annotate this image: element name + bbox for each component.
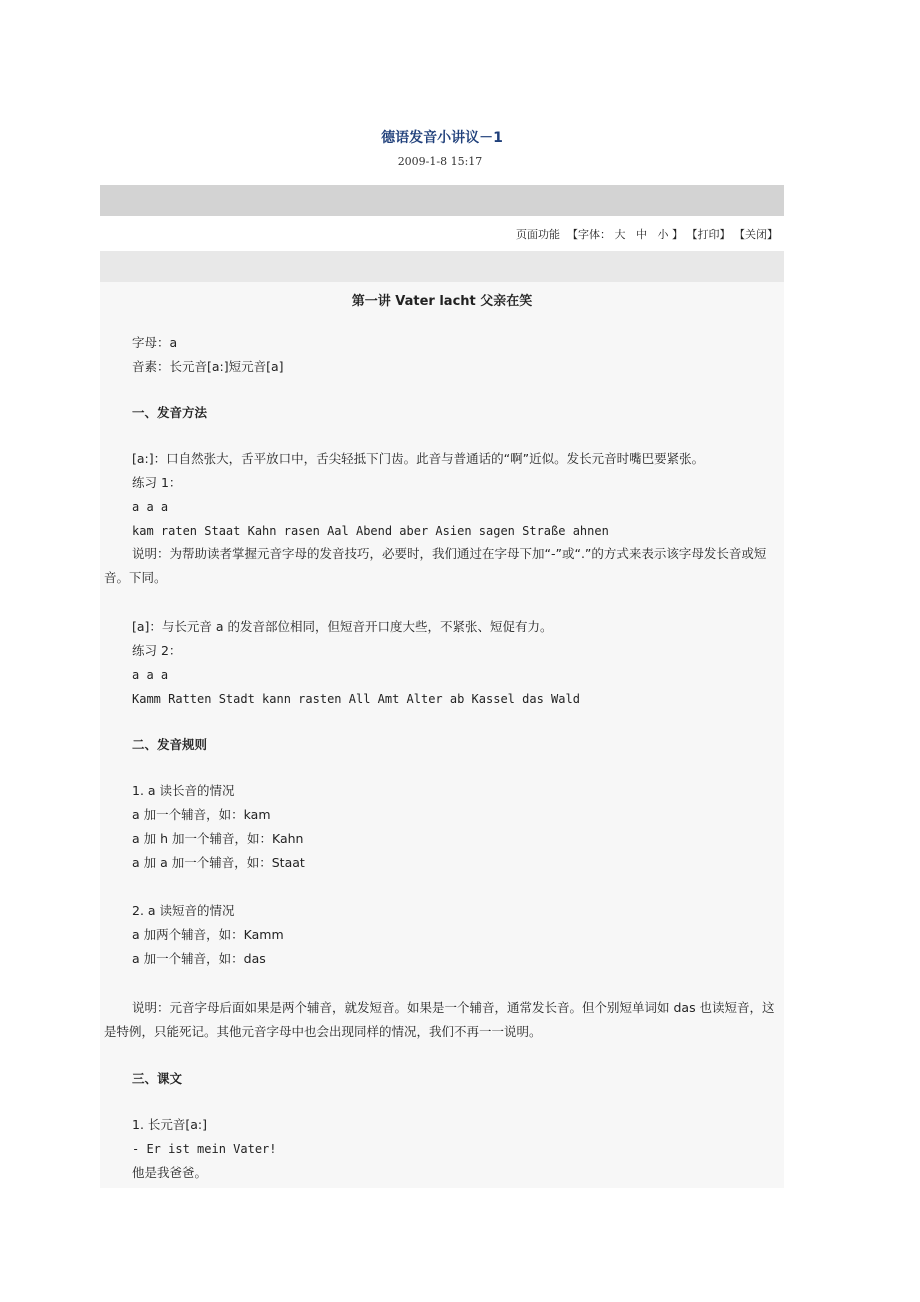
font-medium-link[interactable]: 中 (636, 228, 647, 241)
note-paragraph: 说明：元音字母后面如果是两个辅音，就发短音。如果是一个辅音，通常发长音。但个别短单词如 das 也读短音，这是特例，只能死记。其他元音字母中也会出现同样的情况，我们不再一一说明。 (104, 1000, 775, 1039)
practice-words: kam raten Staat Kahn rasen Aal Abend aber Asien sagen Straße ahnen (132, 524, 609, 538)
rule-title: 2. a 读短音的情况 (132, 903, 235, 918)
rule-item: a 加两个辅音，如：Kamm (132, 927, 284, 942)
long-vowel-description: [a:]：口自然张大，舌平放口中，舌尖轻抵下门齿。此音与普通话的“啊”近似。发长元音时嘴巴要紧张。 (132, 451, 705, 466)
rule-title: 1. a 读长音的情况 (132, 783, 235, 798)
font-large-link[interactable]: 大 (614, 228, 626, 241)
font-size-close: 】 (672, 228, 683, 241)
page-title: 德语发音小讲议－1 (381, 130, 503, 146)
practice-vowels: a a a (132, 668, 169, 682)
practice-words: Kamm Ratten Stadt kann rasten All Amt Alter ab Kassel das Wald (132, 692, 580, 706)
page-toolbar (100, 226, 778, 242)
lesson-title: 第一讲 Vater lacht 父亲在笑 (351, 294, 533, 309)
practice-vowels: a a a (132, 500, 169, 514)
practice-label: 练习 1： (132, 475, 182, 490)
post-date: 2009-1-8 15:17 (397, 155, 483, 168)
rule-item: a 加一个辅音，如：das (132, 951, 266, 966)
content-header-band (100, 251, 784, 282)
text-chinese-line: 他是我爸爸。 (132, 1165, 208, 1180)
print-link[interactable]: 【打印】 (686, 228, 731, 241)
practice-label: 练习 2： (132, 643, 182, 658)
font-size-open: 【字体： (567, 228, 611, 241)
rule-item: a 加 h 加一个辅音，如：Kahn (132, 831, 304, 846)
text-german-line: - Er ist mein Vater! (132, 1142, 277, 1156)
text-title: 1. 长元音[a:] (132, 1117, 208, 1132)
section-heading: 三、课文 (132, 1071, 183, 1086)
section-heading: 一、发音方法 (132, 405, 208, 420)
short-vowel-description: [a]：与长元音 a 的发音部位相同，但短音开口度大些，不紧张、短促有力。 (132, 619, 553, 634)
note-paragraph: 说明：为帮助读者掌握元音字母的发音技巧，必要时，我们通过在字母下加“-”或“.”的方式来表示该字母发长音或短音。下同。 (104, 546, 767, 585)
close-link[interactable]: 【关闭】 (734, 228, 778, 241)
phoneme-line: 音素：长元音[a:]短元音[a] (132, 359, 284, 374)
font-small-link[interactable]: 小 (657, 228, 669, 241)
section-heading: 二、发音规则 (132, 737, 208, 752)
rule-item: a 加 a 加一个辅音，如：Staat (132, 855, 305, 870)
rule-item: a 加一个辅音，如：kam (132, 807, 271, 822)
article-body (100, 282, 784, 1188)
letter-line: 字母：a (132, 335, 178, 350)
header-band (100, 185, 784, 216)
toolbar-label: 页面功能 (516, 228, 564, 241)
